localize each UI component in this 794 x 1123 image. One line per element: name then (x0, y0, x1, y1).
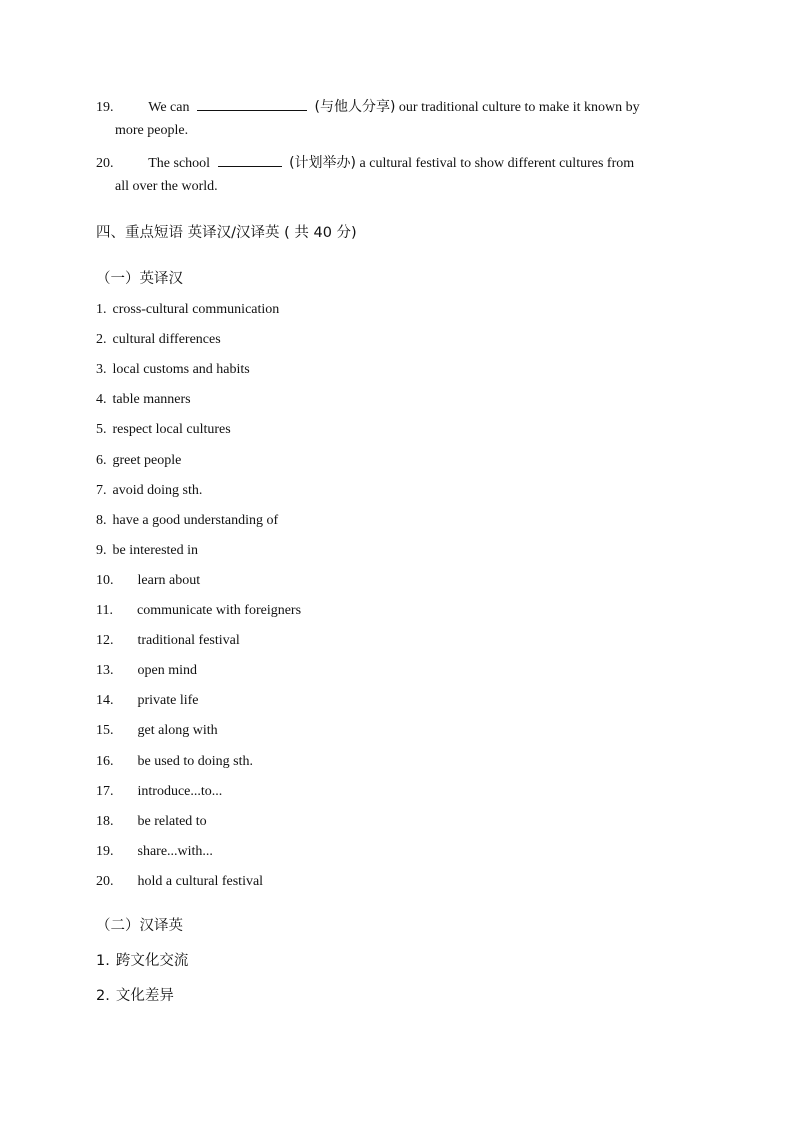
phrase-item (96, 513, 278, 529)
phrase-number: 12. (96, 633, 114, 648)
phrase-text: private life (137, 693, 199, 708)
phrase-number: 4. (96, 392, 107, 407)
phrase-text: introduce...to... (137, 784, 223, 799)
phrase-text: greet people (112, 453, 182, 468)
phrase-number: 13. (96, 663, 114, 678)
phrase-item (96, 984, 174, 1005)
phrase-text: cross-cultural communication (112, 302, 280, 317)
phrase-text: table manners (112, 392, 191, 407)
phrase-item (96, 633, 240, 649)
phrase-item (96, 392, 191, 408)
phrase-text: traditional festival (137, 633, 240, 648)
phrase-text: learn about (137, 573, 201, 588)
phrase-text: be related to (137, 814, 207, 829)
phrase-number: 15. (96, 723, 114, 738)
chinese-hint: (与他人分享) (314, 99, 396, 115)
phrase-item (96, 754, 253, 770)
phrase-number: 1. (96, 953, 110, 969)
item-text-post: a cultural festival to show different cultures from (359, 156, 635, 171)
fill-item-20 (96, 152, 634, 172)
phrase-number: 3. (96, 362, 107, 377)
phrase-item (96, 949, 188, 970)
phrase-number: 5. (96, 422, 107, 437)
phrase-text: avoid doing sth. (112, 483, 203, 498)
phrase-number: 2. (96, 988, 110, 1004)
phrase-text: get along with (137, 723, 218, 738)
phrase-item (96, 663, 197, 679)
phrase-item (96, 603, 301, 619)
phrase-item (96, 693, 199, 709)
fill-item-20-continuation: all over the world. (115, 179, 218, 194)
phrase-item (96, 422, 231, 438)
phrase-text: communicate with foreigners (136, 603, 302, 618)
chinese-hint: (计划举办) (289, 155, 357, 171)
phrase-item (96, 874, 263, 890)
phrase-text: 文化差异 (115, 988, 174, 1004)
phrase-text: be used to doing sth. (137, 754, 253, 769)
phrase-item (96, 362, 250, 378)
subsection-heading-cn-to-en: （二）汉译英 (96, 918, 183, 934)
phrase-item (96, 483, 202, 499)
phrase-item (96, 814, 207, 830)
phrase-item (96, 784, 222, 800)
fill-item-19 (96, 96, 640, 116)
phrase-text: 跨文化交流 (115, 953, 189, 969)
phrase-number: 20. (96, 874, 114, 889)
phrase-item (96, 453, 181, 469)
phrase-item (96, 573, 200, 589)
phrase-number: 18. (96, 814, 114, 829)
phrase-item (96, 543, 198, 559)
item-number: 20. (96, 156, 114, 171)
phrase-text: share...with... (137, 844, 213, 859)
phrase-number: 14. (96, 693, 114, 708)
phrase-number: 16. (96, 754, 114, 769)
phrase-text: have a good understanding of (112, 513, 279, 528)
item-number: 19. (96, 100, 114, 115)
phrase-item (96, 302, 279, 318)
answer-blank[interactable] (197, 109, 307, 111)
phrase-text: open mind (137, 663, 197, 678)
phrase-text: be interested in (112, 543, 199, 558)
phrase-item (96, 723, 218, 739)
section-heading: 四、重点短语 英译汉/汉译英 ( 共 40 分) (96, 225, 357, 241)
fill-item-19-continuation: more people. (115, 123, 189, 138)
phrase-number: 6. (96, 453, 107, 468)
phrase-text: local customs and habits (112, 362, 250, 377)
item-text-pre: We can (148, 100, 190, 115)
phrase-number: 19. (96, 844, 114, 859)
phrase-number: 11. (96, 603, 113, 618)
phrase-number: 2. (96, 332, 107, 347)
answer-blank[interactable] (218, 165, 282, 167)
phrase-text: respect local cultures (112, 422, 231, 437)
phrase-number: 8. (96, 513, 107, 528)
phrase-number: 7. (96, 483, 107, 498)
phrase-text: hold a cultural festival (137, 874, 264, 889)
phrase-number: 17. (96, 784, 114, 799)
phrase-number: 10. (96, 573, 114, 588)
phrase-item (96, 332, 221, 348)
item-text-post: our traditional culture to make it known by (398, 100, 640, 115)
item-text-pre: The school (148, 156, 211, 171)
phrase-item (96, 844, 213, 860)
phrase-number: 1. (96, 302, 107, 317)
phrase-text: cultural differences (112, 332, 221, 347)
subsection-heading-en-to-cn: （一）英译汉 (96, 271, 183, 287)
phrase-number: 9. (96, 543, 107, 558)
